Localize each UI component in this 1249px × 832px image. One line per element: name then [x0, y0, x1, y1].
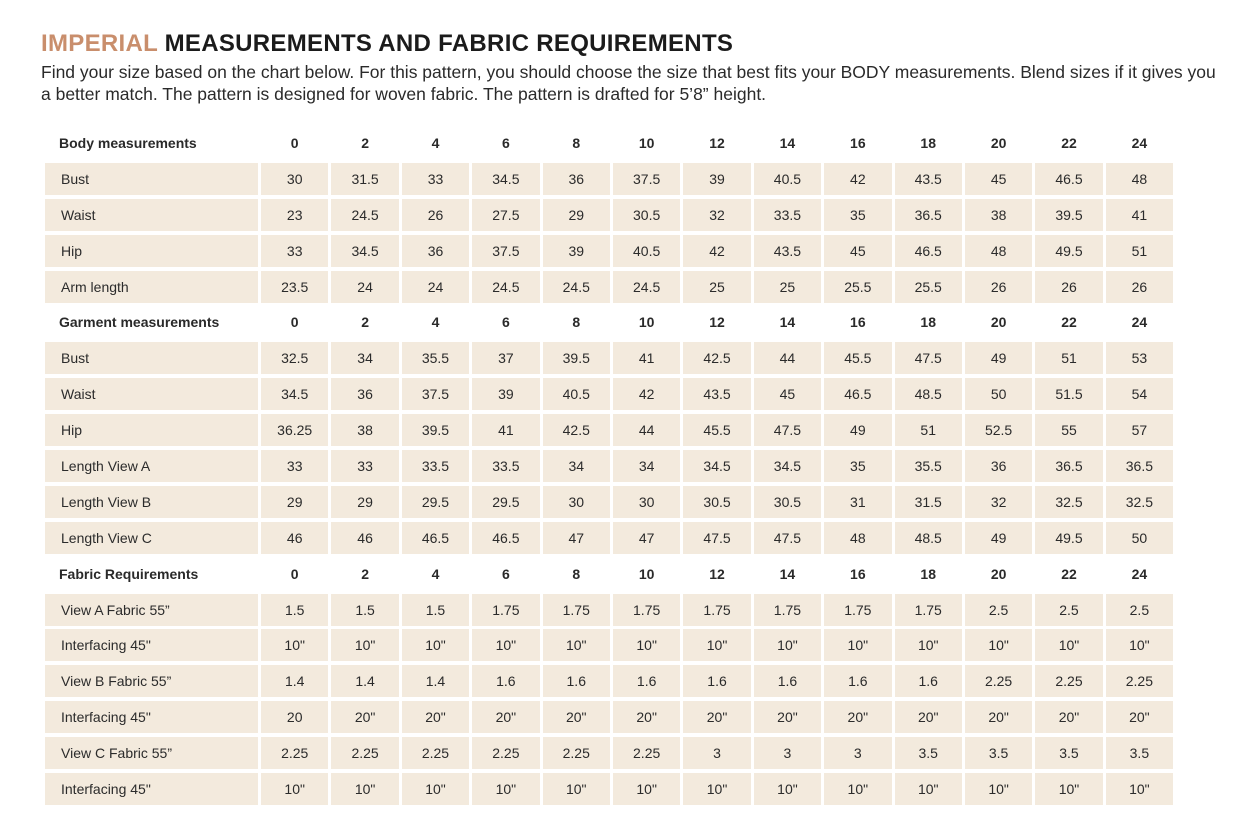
row-label: Length View A [45, 450, 258, 482]
size-header-cell: 14 [779, 565, 796, 582]
table-row [45, 271, 1176, 303]
table-cell: 34.5 [683, 450, 750, 482]
table-cell: 46.5 [1035, 163, 1102, 195]
table-cell: 3 [754, 737, 821, 769]
table-cell: 10" [472, 773, 539, 805]
table-cell: 40.5 [754, 163, 821, 195]
table-cell: 34 [331, 342, 398, 374]
table-cell: 30 [613, 486, 680, 518]
table-cell: 39 [683, 163, 750, 195]
table-cell: 51 [1106, 235, 1173, 267]
table-cell: 30.5 [683, 486, 750, 518]
table-cell: 42 [613, 378, 680, 410]
table-cell: 36 [543, 163, 610, 195]
table-cell: 49 [965, 342, 1032, 374]
table-cell: 27.5 [472, 199, 539, 231]
table-cell: 3 [683, 737, 750, 769]
table-row [45, 486, 1176, 518]
table-cell: 39.5 [402, 414, 469, 446]
table-cell: 34 [543, 450, 610, 482]
size-header-cell: 16 [850, 565, 866, 582]
size-header-cell: 12 [709, 135, 725, 151]
table-cell: 2.25 [1106, 665, 1173, 697]
table-row [45, 522, 1176, 554]
table-cell: 1.75 [754, 594, 821, 626]
table-cell: 29.5 [402, 486, 469, 518]
row-label: Hip [45, 235, 258, 267]
table-cell: 3.5 [965, 737, 1032, 769]
table-cell: 37.5 [613, 163, 680, 195]
table-cell: 26 [1106, 271, 1173, 303]
table-cell: 33.5 [472, 450, 539, 482]
table-cell: 26 [1035, 271, 1102, 303]
table-cell: 10" [824, 629, 891, 661]
size-header-cell: 22 [1061, 314, 1077, 331]
table-cell: 47 [613, 522, 680, 554]
table-cell: 49.5 [1035, 522, 1102, 554]
section-title: Fabric Requirements [59, 565, 199, 582]
table-cell: 45 [965, 163, 1032, 195]
size-header-cell: 24 [1131, 314, 1148, 331]
row-label: Waist [45, 378, 258, 410]
title-accent: IMPERIAL [41, 30, 158, 57]
size-header-cell: 18 [920, 135, 936, 151]
table-row [45, 773, 1176, 805]
section-header-row [45, 558, 1176, 590]
table-cell: 39.5 [543, 342, 610, 374]
size-header-cell: 8 [572, 314, 581, 331]
row-label: Interfacing 45" [45, 701, 258, 733]
table-cell: 49 [965, 522, 1032, 554]
table-cell: 20" [472, 701, 539, 733]
table-cell: 30 [543, 486, 610, 518]
table-cell: 33 [261, 235, 328, 267]
table-row [45, 414, 1176, 446]
table-cell: 33 [261, 450, 328, 482]
table-row [45, 163, 1176, 195]
table-cell: 45.5 [683, 414, 750, 446]
size-header-cell: 10 [638, 314, 655, 331]
row-label: Interfacing 45" [45, 629, 258, 661]
table-cell: 2.25 [613, 737, 680, 769]
table-cell: 45.5 [824, 342, 891, 374]
size-header-cell: 12 [709, 565, 725, 582]
table-cell: 29 [261, 486, 328, 518]
row-label: Bust [45, 163, 258, 195]
size-header-cell: 6 [501, 314, 510, 331]
table-cell: 53 [1106, 342, 1173, 374]
table-cell: 2.5 [1035, 594, 1102, 626]
table-cell: 10" [965, 629, 1032, 661]
table-cell: 1.75 [824, 594, 891, 626]
row-label: Arm length [45, 271, 258, 303]
table-cell: 20" [402, 701, 469, 733]
table-cell: 34 [613, 450, 680, 482]
table-cell: 35.5 [402, 342, 469, 374]
table-cell: 10" [895, 773, 962, 805]
table-cell: 32.5 [261, 342, 328, 374]
size-header-cell: 8 [572, 135, 581, 151]
row-label: Hip [45, 414, 258, 446]
table-cell: 34.5 [261, 378, 328, 410]
table-cell: 10" [895, 629, 962, 661]
table-cell: 23 [261, 199, 328, 231]
table-cell: 20" [331, 701, 398, 733]
table-cell: 30.5 [613, 199, 680, 231]
table-cell: 49 [824, 414, 891, 446]
table-cell: 3.5 [895, 737, 962, 769]
table-cell: 2.25 [402, 737, 469, 769]
table-row [45, 737, 1176, 769]
intro-text: Find your size based on the chart below. For this pattern, you should choose the size that best fits your BODY measurements. Blend sizes if it gives you a better match. The pattern is designed for woven fabric. The pattern is drafted for 5’8” height. [41, 62, 1216, 104]
table-cell: 10" [965, 773, 1032, 805]
table-cell: 10" [261, 629, 328, 661]
size-header-cell: 4 [431, 565, 440, 582]
title-text: MEASUREMENTS AND FABRIC REQUIREMENTS [157, 30, 734, 57]
table-cell: 30.5 [754, 486, 821, 518]
table-cell: 2.25 [261, 737, 328, 769]
table-cell: 24.5 [613, 271, 680, 303]
table-cell: 10" [331, 773, 398, 805]
table-row [45, 594, 1176, 626]
table-cell: 42.5 [683, 342, 750, 374]
table-cell: 46 [261, 522, 328, 554]
table-cell: 10" [754, 629, 821, 661]
table-cell: 47 [543, 522, 610, 554]
table-cell: 37.5 [402, 378, 469, 410]
size-header-cell: 8 [572, 565, 581, 582]
row-label: Length View C [45, 522, 258, 554]
table-cell: 34.5 [754, 450, 821, 482]
row-label: Bust [45, 342, 258, 374]
table-cell: 38 [331, 414, 398, 446]
table-cell: 20" [895, 701, 962, 733]
table-cell: 32.5 [1035, 486, 1102, 518]
table-cell: 3 [824, 737, 891, 769]
table-cell: 47.5 [683, 522, 750, 554]
table-cell: 46 [331, 522, 398, 554]
table-cell: 10" [543, 773, 610, 805]
table-cell: 2.5 [965, 594, 1032, 626]
table-row [45, 629, 1176, 661]
table-cell: 1.4 [331, 665, 398, 697]
table-cell: 25.5 [895, 271, 962, 303]
table-cell: 49.5 [1035, 235, 1102, 267]
table-cell: 46.5 [824, 378, 891, 410]
table-cell: 10" [1035, 773, 1102, 805]
size-header-cell: 20 [990, 135, 1007, 151]
table-cell: 54 [1106, 378, 1173, 410]
table-cell: 51 [895, 414, 962, 446]
size-header-cell: 22 [1061, 565, 1077, 582]
table-cell: 1.5 [331, 594, 398, 626]
table-cell: 39.5 [1035, 199, 1102, 231]
table-cell: 33.5 [402, 450, 469, 482]
table-cell: 29 [331, 486, 398, 518]
table-cell: 1.6 [895, 665, 962, 697]
table-cell: 20" [965, 701, 1032, 733]
size-header-cell: 10 [638, 135, 655, 151]
table-cell: 43.5 [683, 378, 750, 410]
table-cell: 29 [543, 199, 610, 231]
table-cell: 1.6 [824, 665, 891, 697]
table-cell: 37.5 [472, 235, 539, 267]
table-cell: 24 [331, 271, 398, 303]
table-cell: 20" [754, 701, 821, 733]
size-header-cell: 20 [990, 314, 1007, 331]
row-label: Length View B [45, 486, 258, 518]
size-header-cell: 2 [361, 314, 369, 331]
size-header-cell: 4 [431, 135, 440, 151]
table-cell: 32 [683, 199, 750, 231]
table-cell: 52.5 [965, 414, 1032, 446]
table-cell: 1.6 [472, 665, 539, 697]
size-header-cell: 0 [290, 314, 299, 331]
table-cell: 36.5 [1035, 450, 1102, 482]
table-cell: 46.5 [895, 235, 962, 267]
table-cell: 34.5 [331, 235, 398, 267]
table-cell: 2.25 [472, 737, 539, 769]
table-cell: 33.5 [754, 199, 821, 231]
table-cell: 10" [683, 773, 750, 805]
section-header-row [45, 127, 1176, 159]
size-header-cell: 14 [779, 314, 796, 331]
table-cell: 20" [543, 701, 610, 733]
table-cell: 20" [824, 701, 891, 733]
size-header-cell: 0 [290, 565, 299, 582]
table-cell: 41 [472, 414, 539, 446]
table-cell: 10" [613, 629, 680, 661]
table-row [45, 235, 1176, 267]
table-cell: 37 [472, 342, 539, 374]
size-header-cell: 24 [1131, 135, 1148, 151]
size-header-cell: 14 [779, 135, 796, 151]
table-cell: 20" [1035, 701, 1102, 733]
table-cell: 24.5 [472, 271, 539, 303]
table-cell: 31.5 [895, 486, 962, 518]
table-cell: 10" [331, 629, 398, 661]
table-row [45, 378, 1176, 410]
table-cell: 25.5 [824, 271, 891, 303]
table-cell: 1.75 [472, 594, 539, 626]
size-header-cell: 6 [501, 135, 510, 151]
size-header-cell: 0 [290, 135, 299, 151]
table-cell: 41 [1106, 199, 1173, 231]
table-cell: 2.25 [331, 737, 398, 769]
table-cell: 35 [824, 199, 891, 231]
table-cell: 10" [402, 773, 469, 805]
table-cell: 44 [754, 342, 821, 374]
table-cell: 55 [1035, 414, 1102, 446]
table-cell: 24.5 [331, 199, 398, 231]
table-cell: 24.5 [543, 271, 610, 303]
table-cell: 33 [331, 450, 398, 482]
table-cell: 48.5 [895, 378, 962, 410]
table-cell: 2.5 [1106, 594, 1173, 626]
table-cell: 35 [824, 450, 891, 482]
row-label: View A Fabric 55” [45, 594, 258, 626]
table-cell: 48.5 [895, 522, 962, 554]
table-cell: 36.25 [261, 414, 328, 446]
table-cell: 24 [402, 271, 469, 303]
size-chart-table [45, 127, 1176, 809]
table-cell: 40.5 [613, 235, 680, 267]
table-cell: 10" [683, 629, 750, 661]
table-cell: 30 [261, 163, 328, 195]
table-cell: 44 [613, 414, 680, 446]
table-cell: 1.75 [895, 594, 962, 626]
table-cell: 34.5 [472, 163, 539, 195]
table-cell: 47.5 [754, 414, 821, 446]
table-cell: 1.5 [402, 594, 469, 626]
size-header-cell: 18 [920, 314, 936, 331]
table-cell: 1.6 [613, 665, 680, 697]
table-cell: 48 [1106, 163, 1173, 195]
table-cell: 42 [824, 163, 891, 195]
table-cell: 32 [965, 486, 1032, 518]
table-cell: 50 [1106, 522, 1173, 554]
table-cell: 1.75 [613, 594, 680, 626]
table-row [45, 199, 1176, 231]
table-cell: 2.25 [1035, 665, 1102, 697]
table-cell: 1.75 [683, 594, 750, 626]
table-cell: 10" [1106, 629, 1173, 661]
table-row [45, 450, 1176, 482]
table-cell: 47.5 [754, 522, 821, 554]
table-cell: 2.25 [965, 665, 1032, 697]
table-cell: 35.5 [895, 450, 962, 482]
size-header-cell: 20 [990, 565, 1007, 582]
table-cell: 10" [613, 773, 680, 805]
table-cell: 48 [965, 235, 1032, 267]
table-cell: 10" [1106, 773, 1173, 805]
table-cell: 36 [331, 378, 398, 410]
table-row [45, 665, 1176, 697]
table-cell: 3.5 [1106, 737, 1173, 769]
table-cell: 57 [1106, 414, 1173, 446]
table-cell: 10" [754, 773, 821, 805]
table-cell: 45 [824, 235, 891, 267]
table-row [45, 342, 1176, 374]
table-cell: 25 [754, 271, 821, 303]
size-header-cell: 18 [920, 565, 936, 582]
table-cell: 46.5 [402, 522, 469, 554]
table-cell: 48 [824, 522, 891, 554]
table-cell: 10" [402, 629, 469, 661]
table-cell: 40.5 [543, 378, 610, 410]
size-header-cell: 16 [850, 314, 866, 331]
table-cell: 1.6 [754, 665, 821, 697]
table-cell: 45 [754, 378, 821, 410]
table-cell: 42 [683, 235, 750, 267]
row-label: Interfacing 45" [45, 773, 258, 805]
table-cell: 1.4 [261, 665, 328, 697]
size-header-cell: 24 [1131, 565, 1148, 582]
table-cell: 1.4 [402, 665, 469, 697]
section-header-row [45, 306, 1176, 338]
table-cell: 33 [402, 163, 469, 195]
table-cell: 25 [683, 271, 750, 303]
size-header-cell: 10 [638, 565, 655, 582]
size-header-cell: 16 [850, 135, 866, 151]
row-label: Waist [45, 199, 258, 231]
size-header-cell: 6 [501, 565, 510, 582]
page-title [41, 30, 733, 58]
row-label: View C Fabric 55” [45, 737, 258, 769]
size-header-cell: 2 [361, 135, 369, 151]
table-cell: 51 [1035, 342, 1102, 374]
table-cell: 10" [1035, 629, 1102, 661]
table-cell: 20 [261, 701, 328, 733]
table-cell: 1.75 [543, 594, 610, 626]
table-cell: 50 [965, 378, 1032, 410]
table-cell: 47.5 [895, 342, 962, 374]
table-cell: 41 [613, 342, 680, 374]
table-cell: 29.5 [472, 486, 539, 518]
table-cell: 20" [1106, 701, 1173, 733]
table-cell: 10" [261, 773, 328, 805]
table-cell: 36.5 [895, 199, 962, 231]
table-cell: 39 [543, 235, 610, 267]
table-cell: 43.5 [754, 235, 821, 267]
table-cell: 10" [824, 773, 891, 805]
table-cell: 39 [472, 378, 539, 410]
table-cell: 20" [683, 701, 750, 733]
table-cell: 31 [824, 486, 891, 518]
table-cell: 36 [965, 450, 1032, 482]
size-header-cell: 12 [709, 314, 725, 331]
size-header-cell: 4 [431, 314, 440, 331]
size-header-cell: 22 [1061, 135, 1077, 151]
table-row [45, 701, 1176, 733]
table-cell: 38 [965, 199, 1032, 231]
table-cell: 10" [472, 629, 539, 661]
table-cell: 36 [402, 235, 469, 267]
table-cell: 31.5 [331, 163, 398, 195]
table-cell: 20" [613, 701, 680, 733]
row-label: View B Fabric 55” [45, 665, 258, 697]
table-cell: 3.5 [1035, 737, 1102, 769]
table-cell: 26 [965, 271, 1032, 303]
table-cell: 43.5 [895, 163, 962, 195]
table-cell: 1.6 [683, 665, 750, 697]
table-cell: 51.5 [1035, 378, 1102, 410]
table-cell: 10" [543, 629, 610, 661]
table-cell: 32.5 [1106, 486, 1173, 518]
table-cell: 1.6 [543, 665, 610, 697]
table-cell: 26 [402, 199, 469, 231]
table-cell: 42.5 [543, 414, 610, 446]
size-header-cell: 2 [361, 565, 369, 582]
table-cell: 1.5 [261, 594, 328, 626]
section-title: Garment measurements [59, 314, 220, 331]
table-cell: 36.5 [1106, 450, 1173, 482]
section-title: Body measurements [59, 135, 197, 151]
table-cell: 46.5 [472, 522, 539, 554]
table-cell: 2.25 [543, 737, 610, 769]
table-cell: 23.5 [261, 271, 328, 303]
